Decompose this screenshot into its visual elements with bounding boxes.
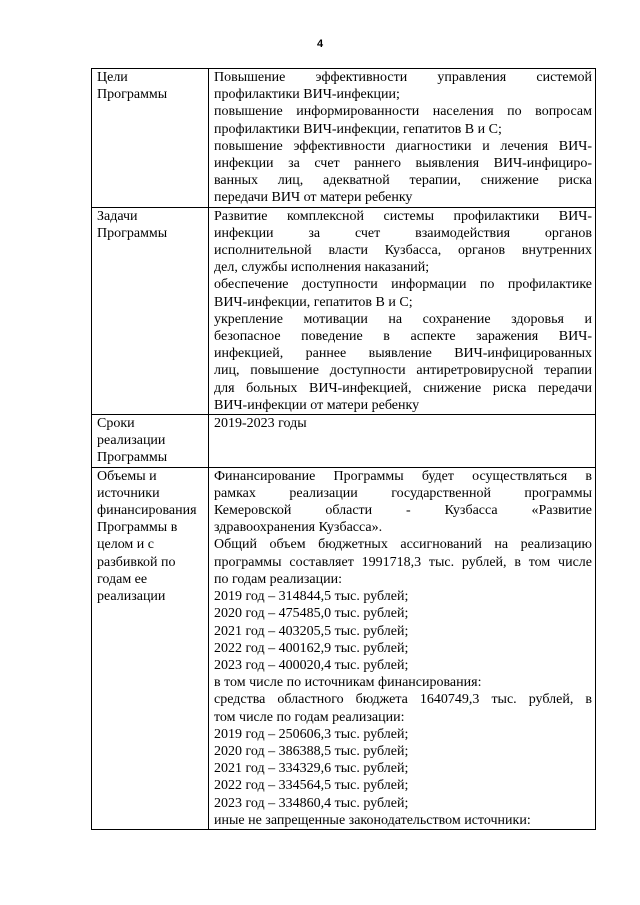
row-value-line: профилактики ВИЧ-инфекции, гепатитов В и С; <box>214 121 502 137</box>
program-passport-table <box>91 68 596 830</box>
row-value-line: 2020 год – 475485,0 тыс. рублей; <box>214 606 409 622</box>
row-value-line: том числе по годам реализации: <box>214 709 405 725</box>
row-value-line: инфекции за счет взаимодействия органов <box>214 225 592 241</box>
passport-row-goals <box>92 69 596 208</box>
row-value-line: ВИЧ-инфекции от матери ребенку <box>214 397 420 413</box>
row-value-line: Развитие комплексной системы профилактики ВИЧ- <box>214 208 592 224</box>
row-value-line: 2023 год – 334860,4 тыс. рублей; <box>214 795 409 811</box>
row-value-line: повышение эффективности диагностики и лечения ВИЧ- <box>214 138 592 154</box>
row-value-line: 2020 год – 386388,5 тыс. рублей; <box>214 743 409 759</box>
row-value-line: укрепление мотивации на сохранение здоровья и <box>214 311 592 327</box>
passport-row-funding <box>92 467 596 829</box>
row-value-cell <box>209 207 596 414</box>
row-value-line: 2021 год – 334329,6 тыс. рублей; <box>214 761 409 777</box>
row-value-line: Общий объем бюджетных ассигнований на реализацию <box>214 537 592 553</box>
row-label-cell <box>92 467 209 829</box>
row-label-line: Программы <box>97 450 168 466</box>
row-label-line: годам ее <box>97 571 148 587</box>
row-value-line: передачи ВИЧ от матери ребенку <box>214 190 413 206</box>
row-value-line: в том числе по источникам финансирования: <box>214 675 482 691</box>
row-value-line: 2019 год – 314844,5 тыс. рублей; <box>214 589 409 605</box>
row-value-line: ВИЧ-инфекции, гепатитов В и С; <box>214 294 413 310</box>
passport-table-body <box>92 69 596 830</box>
row-label-cell <box>92 207 209 414</box>
row-value-line: обеспечение доступности информации по профилактике <box>214 277 592 293</box>
row-value-line: 2023 год – 400020,4 тыс. рублей; <box>214 657 409 673</box>
row-value-line: 2022 год – 334564,5 тыс. рублей; <box>214 778 409 794</box>
row-label-line: Программы <box>97 87 168 103</box>
row-value-line: средства областного бюджета 1640749,3 тыс. рублей, в <box>214 692 592 708</box>
passport-row-tasks <box>92 207 596 414</box>
row-label-line: источники <box>97 485 160 501</box>
row-value-cell <box>209 415 596 468</box>
row-label-line: Сроки <box>97 416 135 432</box>
row-value-line: 2019 год – 250606,3 тыс. рублей; <box>214 726 409 742</box>
row-value-cell <box>209 69 596 208</box>
row-value-line: профилактики ВИЧ-инфекции; <box>214 87 400 103</box>
row-label-line: Объемы и <box>97 468 157 484</box>
row-value-line: повышение информированности населения по вопросам <box>214 104 592 120</box>
row-value-line: Повышение эффективности управления системой <box>214 70 592 85</box>
row-label-line: Цели <box>97 70 128 85</box>
row-value-line: 2019-2023 годы <box>214 416 307 432</box>
row-value-line: для больных ВИЧ-инфекцией, снижение риска передачи <box>214 380 592 396</box>
row-label-cell <box>92 415 209 468</box>
row-value-line: инфекции за счет раннего выявления ВИЧ-инфициро- <box>214 156 592 172</box>
row-label-line: разбивкой по <box>97 554 176 570</box>
row-label-line: Задачи <box>97 208 138 224</box>
row-value-line: лиц, повышение доступности антиретровирусной терапии <box>214 363 592 379</box>
page-number: 4 <box>316 38 324 50</box>
row-value-line: Финансирование Программы будет осуществляться в <box>214 468 592 484</box>
row-value-line: безопасное поведение в аспекте заражения ВИЧ- <box>214 329 592 345</box>
row-value-line: дел, службы исполнения наказаний; <box>214 260 430 276</box>
row-label-line: Программы <box>97 225 168 241</box>
row-value-line: инфекцией, раннее выявление ВИЧ-инфицированных <box>214 346 592 362</box>
passport-row-timeline <box>92 415 596 468</box>
row-label-line: реализации <box>97 433 166 449</box>
row-value-line: здравоохранения Кузбасса». <box>214 520 383 536</box>
row-label-line: реализации <box>97 589 166 605</box>
row-value-line: исполнительной власти Кузбасса, органов внутренних <box>214 243 592 259</box>
row-value-line: Кемеровской области - Кузбасса «Развитие <box>214 503 592 519</box>
row-value-line: 2021 год – 403205,5 тыс. рублей; <box>214 623 409 639</box>
row-label-cell <box>92 69 209 208</box>
row-value-line: рамках реализации государственной программы <box>214 485 592 501</box>
row-label-line: Программы в <box>97 520 178 536</box>
row-value-cell <box>209 467 596 829</box>
row-value-line: 2022 год – 400162,9 тыс. рублей; <box>214 640 409 656</box>
row-value-line: ванных лиц, адекватной терапии, снижение риска <box>214 173 592 189</box>
row-value-line: иные не запрещенные законодательством источники: <box>214 812 531 828</box>
row-label-line: целом и с <box>97 537 154 553</box>
row-value-line: по годам реализации: <box>214 571 342 587</box>
row-value-line: программы составляет 1991718,3 тыс. рублей, в том числе <box>214 554 592 570</box>
row-label-line: финансирования <box>97 503 197 519</box>
